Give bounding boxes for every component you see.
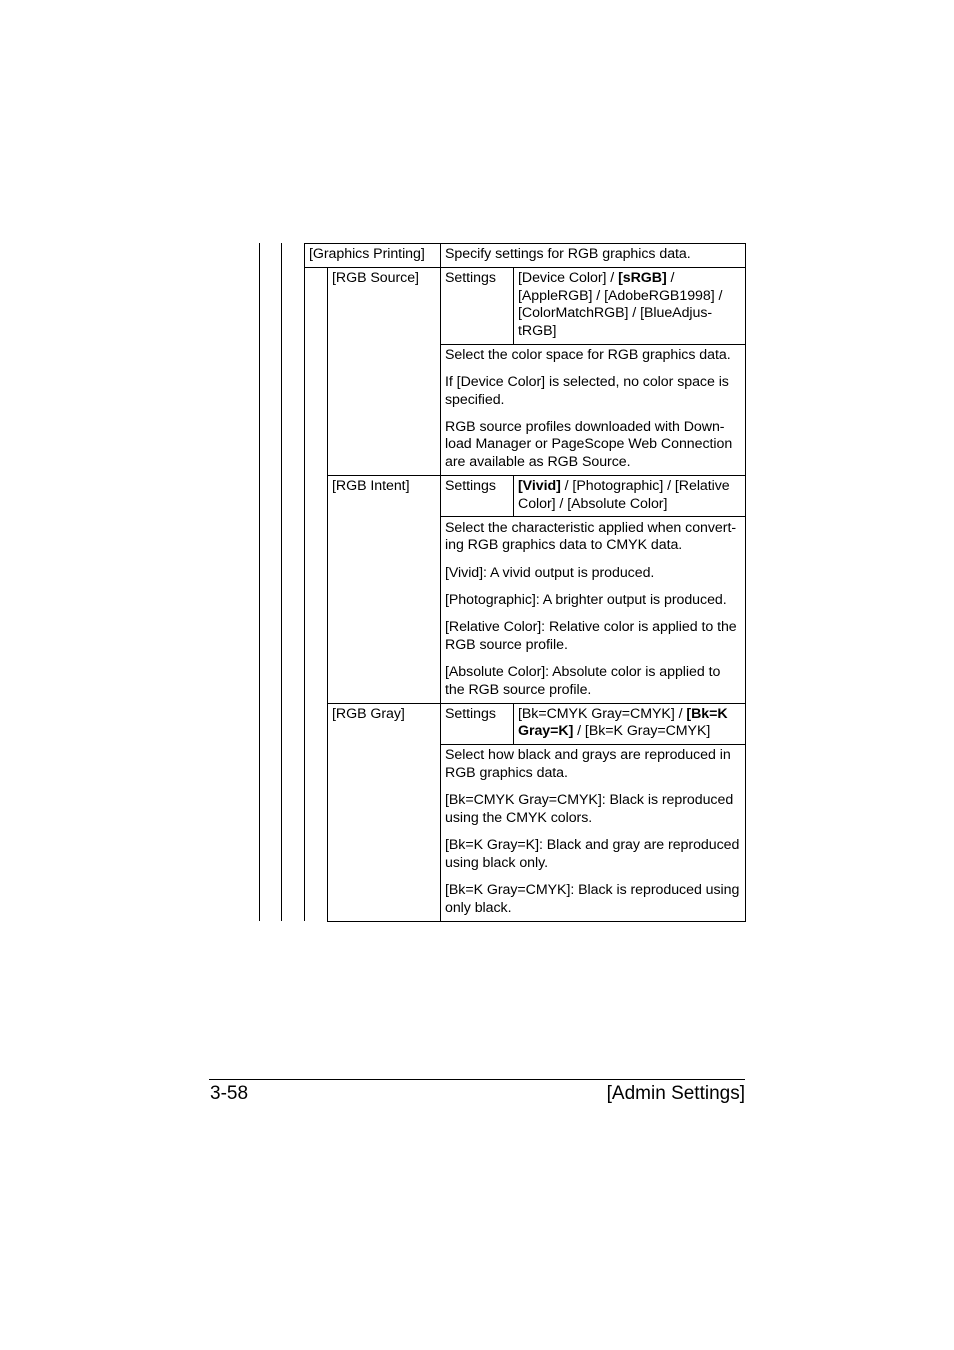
margin-rule-3	[304, 243, 305, 921]
margin-rule-1	[259, 243, 260, 921]
margin-rule-2	[281, 243, 282, 921]
page-number: 3-58	[210, 1083, 249, 1104]
rgb-source-label: [RGB Source]	[332, 270, 419, 286]
rgb-gray-label: [RGB Gray]	[332, 706, 405, 722]
footer-rule	[209, 1079, 745, 1080]
rgb-source-settings-label: Settings	[445, 270, 496, 286]
rgb-gray-settings-label: Settings	[445, 706, 496, 722]
rgb-intent-settings-label: Settings	[445, 478, 496, 494]
rgb-intent-label: [RGB Intent]	[332, 478, 410, 494]
graphics-printing-label: [Graphics Printing]	[309, 246, 425, 262]
graphics-printing-description: Specify settings for RGB graphics data.	[445, 246, 691, 262]
section-title: [Admin Settings]	[606, 1083, 745, 1104]
